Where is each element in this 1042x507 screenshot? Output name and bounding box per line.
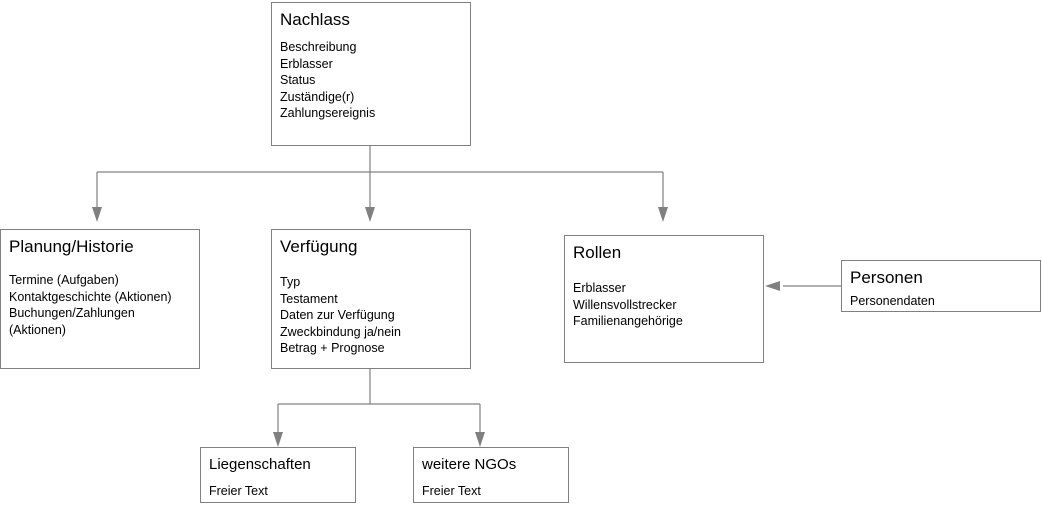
node-title: Personen (850, 268, 923, 287)
node-detail-line: Personendaten (850, 294, 935, 308)
node-detail-line: Termine (Aufgaben) (9, 273, 119, 287)
node-planung-historie[interactable] (0, 229, 200, 369)
node-personen[interactable] (841, 260, 1041, 312)
node-title: Planung/Historie (9, 237, 134, 256)
node-detail-line: Willensvollstrecker (573, 297, 677, 312)
node-detail-list (280, 274, 462, 357)
node-title: Nachlass (280, 10, 350, 29)
node-weitere-ngos[interactable] (413, 447, 569, 503)
node-liegenschaften[interactable] (200, 447, 356, 503)
node-title: Liegenschaften (209, 456, 311, 473)
node-detail-list (9, 272, 191, 338)
node-detail-line: Buchungen/Zahlungen (9, 306, 135, 320)
node-detail-list (850, 293, 1032, 310)
node-verfuegung[interactable] (271, 229, 471, 369)
node-title: Rollen (573, 243, 622, 262)
node-detail-line: Zweckbindung ja/nein (280, 324, 401, 339)
node-detail-line: Betrag + Prognose (280, 341, 385, 355)
node-detail-line: Typ (280, 275, 301, 289)
node-detail-line: Erblasser (573, 281, 626, 295)
node-detail-list (573, 280, 755, 330)
node-detail-line: Erblasser (280, 56, 333, 71)
node-detail-line: Freier Text (209, 484, 268, 498)
node-detail-list (280, 39, 462, 122)
node-detail-line: Status (280, 73, 316, 87)
node-detail-line: (Aktionen) (9, 322, 66, 337)
node-detail-line: Freier Text (422, 484, 481, 498)
node-detail-line: Beschreibung (280, 40, 357, 54)
node-detail-line: Zuständige(r) (280, 89, 355, 104)
node-rollen[interactable] (564, 235, 764, 363)
node-detail-line: Testament (280, 291, 338, 306)
node-detail-line: Kontaktgeschichte (Aktionen) (9, 289, 172, 304)
node-detail-list (422, 483, 560, 500)
node-nachlass[interactable] (271, 2, 471, 146)
node-detail-line: Daten zur Verfügung (280, 308, 395, 322)
node-detail-line: Familienangehörige (573, 314, 683, 328)
node-title: weitere NGOs (422, 456, 517, 473)
node-detail-line: Zahlungsereignis (280, 106, 376, 120)
node-title: Verfügung (280, 237, 358, 256)
node-detail-list (209, 483, 347, 500)
